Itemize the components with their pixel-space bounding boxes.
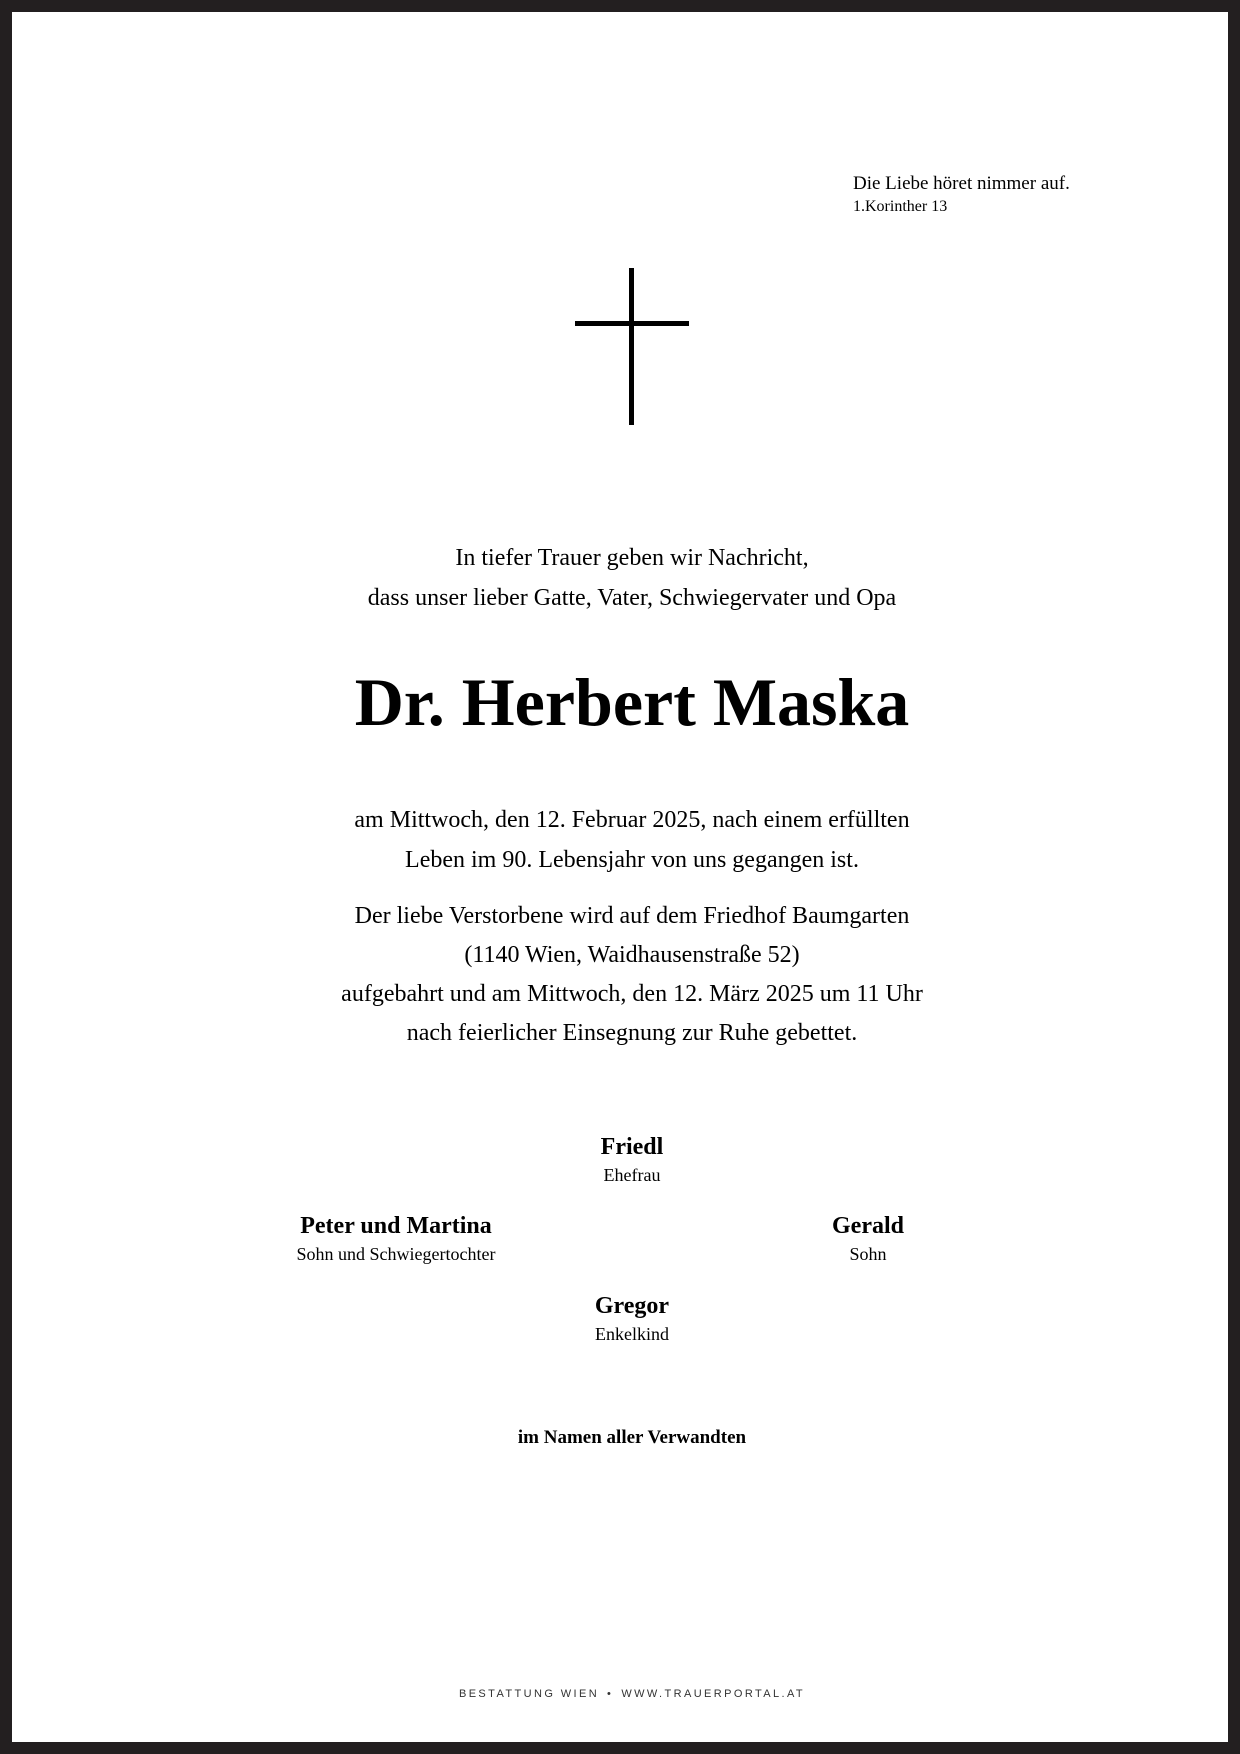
bible-quote-source: 1.Korinther 13: [853, 198, 948, 215]
footer-separator: •: [607, 1688, 614, 1700]
announcement-intro: [12, 538, 1240, 618]
mourner-friedl: [432, 1132, 832, 1188]
mourner-role: Enkelkind: [595, 1324, 669, 1344]
death-notice: [12, 800, 1240, 880]
bible-quote-text: Die Liebe höret nimmer auf.: [853, 173, 1070, 194]
burial-line-1: Der liebe Verstorbene wird auf dem Friedhof Baumgarten: [354, 903, 910, 929]
mourner-peter-und-martina: [196, 1211, 596, 1267]
mourner-role: Sohn: [849, 1244, 887, 1264]
mourner-role: Sohn und Schwiegertochter: [296, 1244, 496, 1264]
burial-line-3: aufgebahrt und am Mittwoch, den 12. März 2025 um 11 Uhr: [341, 981, 923, 1007]
burial-line-2: (1140 Wien, Waidhausenstraße 52): [464, 942, 800, 968]
closing-line: im Namen aller Verwandten: [517, 1427, 747, 1448]
cross-horizontal-beam: [575, 321, 689, 326]
mourner-name: Gregor: [594, 1293, 670, 1319]
footer-website-link[interactable]: WWW.TRAUERPORTAL.AT: [621, 1688, 806, 1700]
bible-quote: [853, 172, 1153, 218]
mourner-gerald: [668, 1211, 1068, 1267]
mourner-name: Gerald: [832, 1213, 904, 1239]
intro-line-1: In tiefer Trauer geben wir Nachricht,: [455, 545, 809, 571]
mourner-role: Ehefrau: [603, 1165, 661, 1185]
cross-vertical-beam: [629, 268, 634, 425]
death-line-1: am Mittwoch, den 12. Februar 2025, nach einem erfüllten: [354, 807, 910, 833]
burial-notice: [12, 897, 1240, 1053]
deceased-name: Dr. Herbert Maska: [354, 664, 910, 740]
cross-icon: [575, 268, 689, 425]
death-line-2: Leben im 90. Lebensjahr von uns gegangen ist.: [405, 847, 859, 873]
mourner-gregor: [432, 1291, 832, 1347]
mourner-name: Peter und Martina: [300, 1213, 492, 1239]
mourner-name: Friedl: [600, 1134, 664, 1160]
footer-company: BESTATTUNG WIEN: [458, 1688, 600, 1700]
intro-line-2: dass unser lieber Gatte, Vater, Schwiegervater und Opa: [367, 585, 897, 611]
burial-line-4: nach feierlicher Einsegnung zur Ruhe gebettet.: [406, 1020, 858, 1046]
footer: [12, 1684, 1240, 1704]
